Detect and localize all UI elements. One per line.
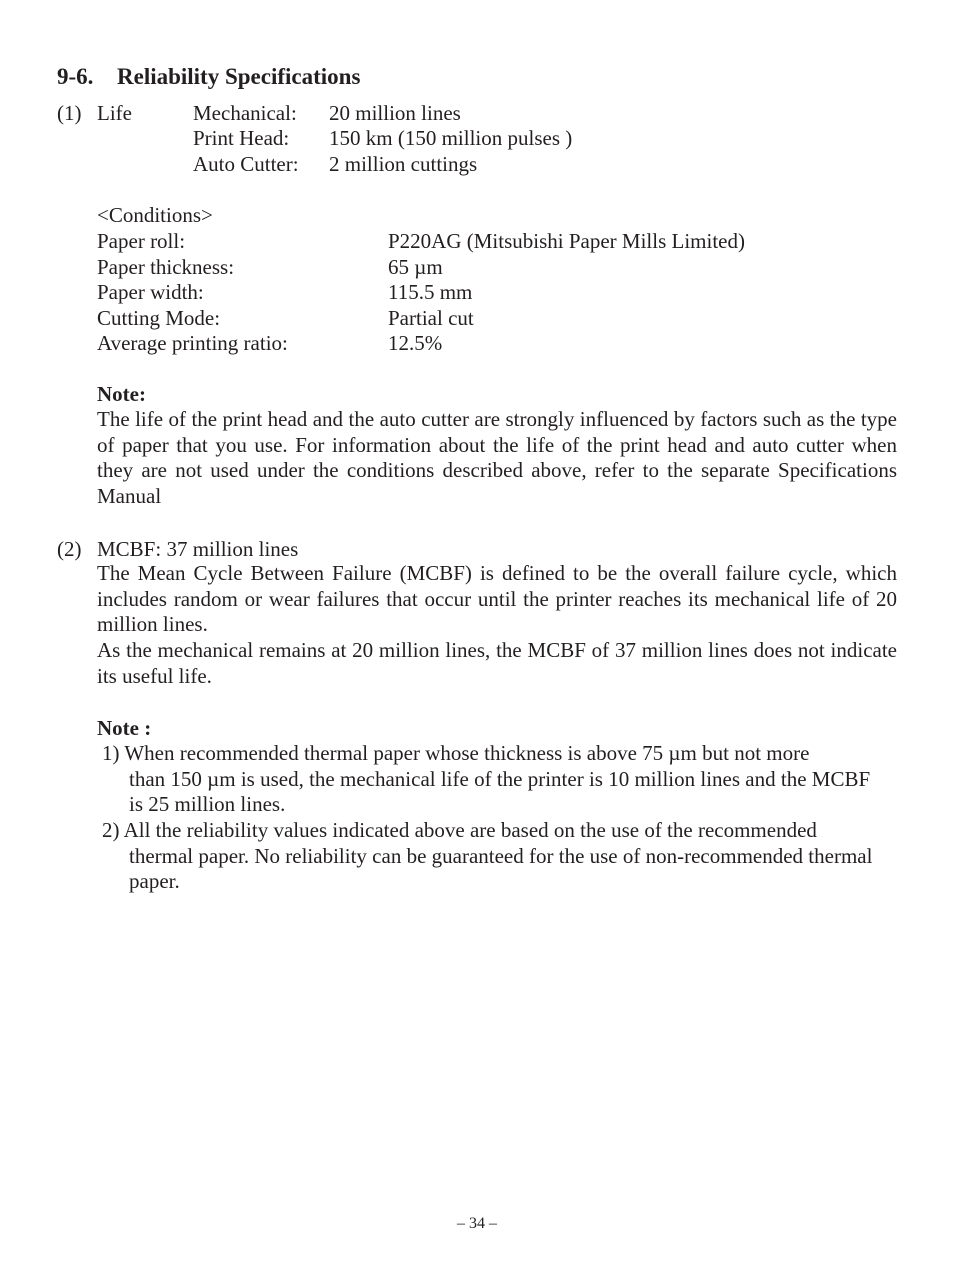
mcbf-useful-life: As the mechanical remains at 20 million lines, the MCBF of 37 million lines does not indicate its useful life.: [97, 638, 897, 688]
note1-text: The life of the print head and the auto cutter are strongly influenced by factors such as the type of paper that you use. For information about the life of the print head and auto cutter when they are not used under the conditions described above, refer to the separate Specifications Manual: [97, 407, 897, 508]
condition-key-printing-ratio: Average printing ratio:: [97, 331, 288, 355]
condition-key-paper-roll: Paper roll:: [97, 229, 186, 253]
condition-value-paper-thickness: 65 µm: [388, 255, 443, 279]
note2-item-1-continuation: than 150 µm is used, the mechanical life of the printer is 10 million lines and the MCBF is 25 million lines.: [129, 766, 871, 817]
condition-value-cutting-mode: Partial cut: [388, 306, 474, 330]
life-value-auto-cutter: 2 million cuttings: [329, 152, 478, 176]
life-marker: (1): [57, 101, 82, 125]
mcbf-marker: (2): [57, 537, 82, 561]
note2-item-2-first-line: 2) All the reliability values indicated above are based on the use of the recommended: [102, 818, 817, 842]
life-key-mechanical: Mechanical:: [193, 101, 297, 125]
life-value-print-head: 150 km (150 million pulses ): [329, 126, 573, 150]
life-key-print-head: Print Head:: [193, 126, 290, 150]
life-label: Life: [97, 101, 132, 125]
note2-item-1-first-line: 1) When recommended thermal paper whose thickness is above 75 µm but not more: [102, 741, 810, 765]
condition-key-paper-thickness: Paper thickness:: [97, 255, 235, 279]
condition-value-printing-ratio: 12.5%: [388, 331, 443, 355]
page-number: – 34 –: [457, 1215, 497, 1232]
conditions-heading: <Conditions>: [97, 203, 213, 227]
condition-key-paper-width: Paper width:: [97, 280, 204, 304]
note2-item-2: [102, 818, 882, 895]
life-key-auto-cutter: Auto Cutter:: [193, 152, 299, 176]
mcbf-definition: The Mean Cycle Between Failure (MCBF) is defined to be the overall failure cycle, which includes random or wear failures that occur until the printer reaches its mechanical life of 20 million lines.: [97, 561, 897, 637]
mcbf-title: MCBF: 37 million lines: [97, 537, 299, 561]
note1-heading: Note:: [97, 382, 146, 406]
note2-item-1: [102, 741, 882, 818]
note2-heading: Note :: [97, 716, 152, 740]
condition-value-paper-width: 115.5 mm: [388, 280, 473, 304]
condition-key-cutting-mode: Cutting Mode:: [97, 306, 221, 330]
condition-value-paper-roll: P220AG (Mitsubishi Paper Mills Limited): [388, 229, 745, 253]
section-title: Reliability Specifications: [117, 64, 361, 89]
life-value-mechanical: 20 million lines: [329, 101, 461, 125]
section-number: 9-6.: [57, 64, 94, 89]
note2-item-2-continuation: thermal paper. No reliability can be guaranteed for the use of non-recommended thermal paper.: [129, 843, 873, 894]
